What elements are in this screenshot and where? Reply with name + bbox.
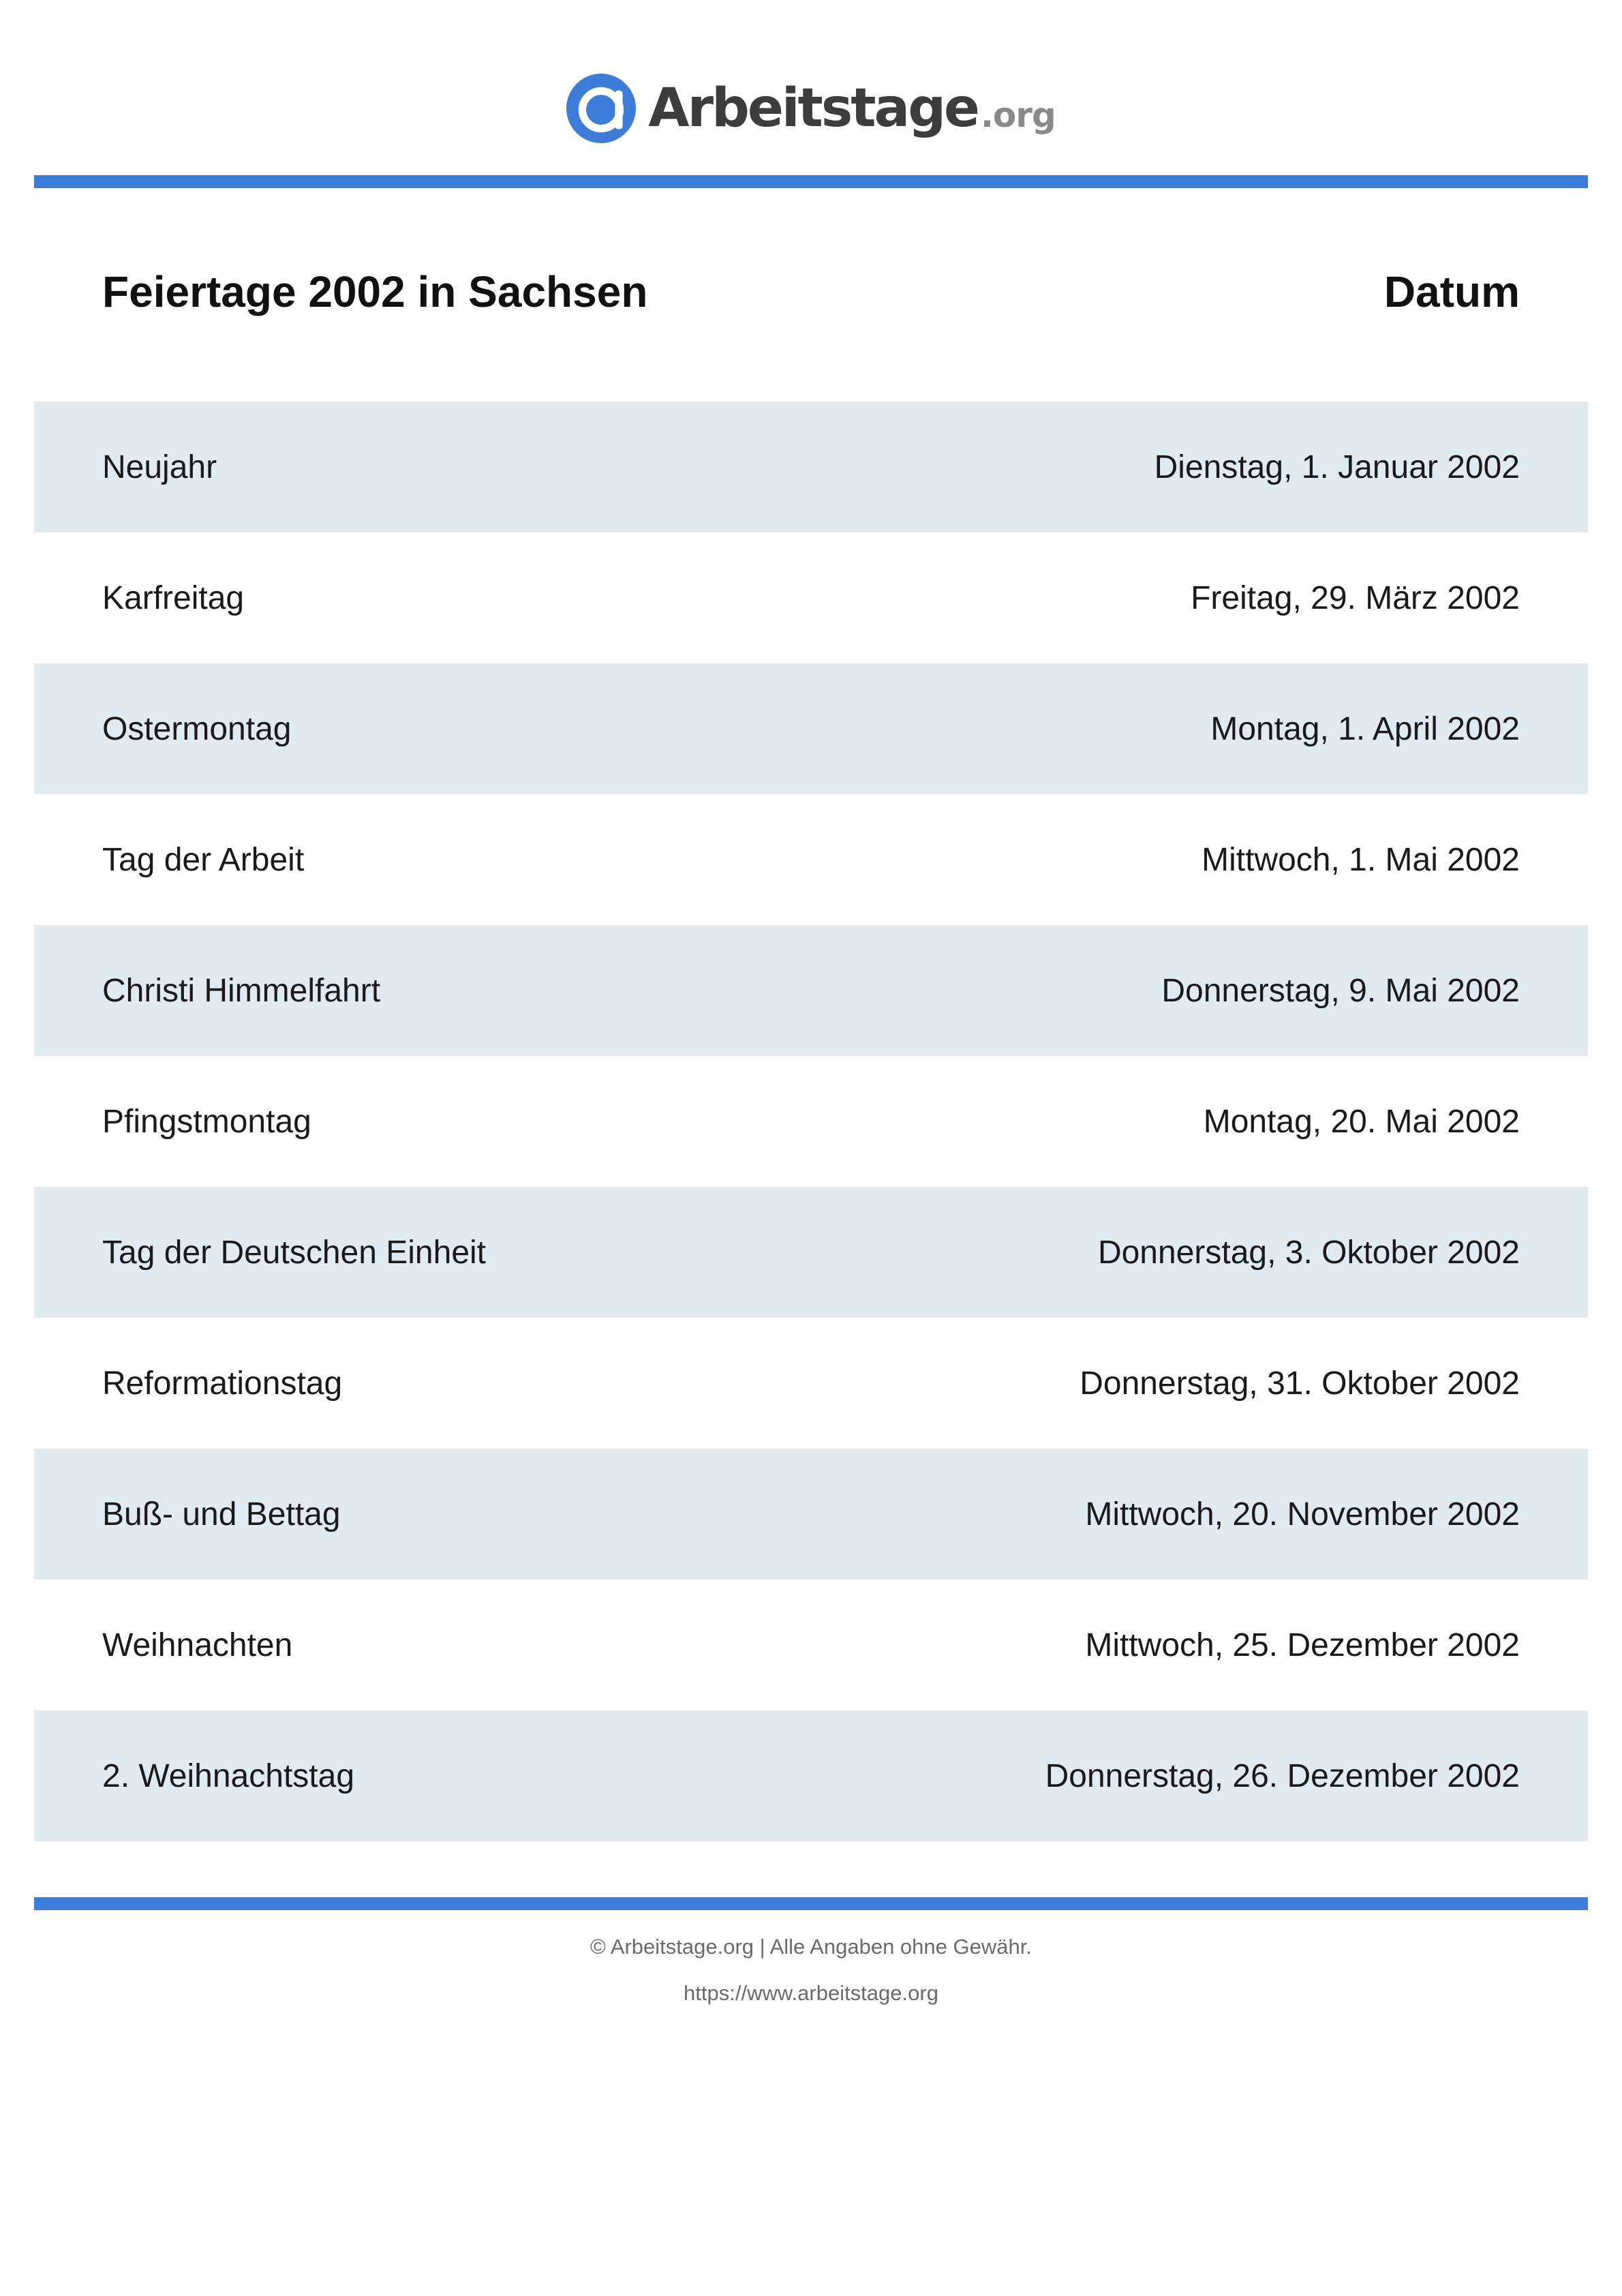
holiday-name: Karfreitag [102, 579, 245, 616]
holiday-date: Montag, 1. April 2002 [1210, 710, 1520, 747]
holiday-date: Dienstag, 1. Januar 2002 [1154, 449, 1520, 485]
holiday-date: Freitag, 29. März 2002 [1191, 579, 1520, 616]
table-row [34, 794, 1588, 925]
holiday-name: Weihnachten [102, 1627, 293, 1663]
table-row [34, 1056, 1588, 1187]
footer-copyright: © Arbeitstage.org | Alle Angaben ohne Gewähr. [590, 1935, 1032, 1959]
holiday-date: Donnerstag, 31. Oktober 2002 [1080, 1365, 1520, 1402]
logo-wordmark: Arbeitstage [648, 78, 978, 139]
table-row [34, 1449, 1588, 1580]
holiday-name: Reformationstag [102, 1365, 343, 1402]
table-row [34, 402, 1588, 532]
table-row [34, 1318, 1588, 1449]
table-row [34, 663, 1588, 794]
holiday-name: Tag der Deutschen Einheit [102, 1234, 487, 1271]
holiday-name: Ostermontag [102, 710, 292, 747]
holiday-date: Donnerstag, 9. Mai 2002 [1161, 972, 1520, 1009]
table-row [34, 1580, 1588, 1710]
holiday-date: Donnerstag, 3. Oktober 2002 [1097, 1234, 1520, 1271]
site-logo [0, 71, 1622, 146]
logo-lockup [566, 74, 1055, 143]
top-divider [34, 175, 1588, 188]
logo-tld: .org [980, 95, 1056, 135]
date-column-header: Datum [1383, 267, 1520, 316]
holiday-name: Buß- und Bettag [102, 1496, 341, 1532]
table-header [102, 265, 1520, 319]
holiday-name: Christi Himmelfahrt [102, 972, 381, 1009]
holiday-name: Pfingstmontag [102, 1103, 311, 1140]
table-row [34, 925, 1588, 1056]
page-title: Feiertage 2002 in Sachsen [102, 267, 648, 316]
holiday-name: Tag der Arbeit [102, 841, 305, 878]
footer-url[interactable]: https://www.arbeitstage.org [684, 1981, 938, 2005]
at-sign-icon [566, 74, 636, 143]
table-row [34, 1710, 1588, 1841]
bottom-divider [34, 1897, 1588, 1910]
holiday-date: Montag, 20. Mai 2002 [1203, 1103, 1520, 1140]
holiday-name: Neujahr [102, 449, 217, 485]
holiday-name: 2. Weihnachtstag [102, 1757, 355, 1794]
holiday-date: Mittwoch, 25. Dezember 2002 [1085, 1627, 1520, 1663]
table-row [34, 532, 1588, 663]
holiday-table [34, 402, 1588, 1841]
holiday-date: Mittwoch, 20. November 2002 [1085, 1496, 1520, 1532]
holiday-date: Donnerstag, 26. Dezember 2002 [1045, 1757, 1520, 1794]
holiday-date: Mittwoch, 1. Mai 2002 [1202, 841, 1520, 878]
table-row [34, 1187, 1588, 1318]
